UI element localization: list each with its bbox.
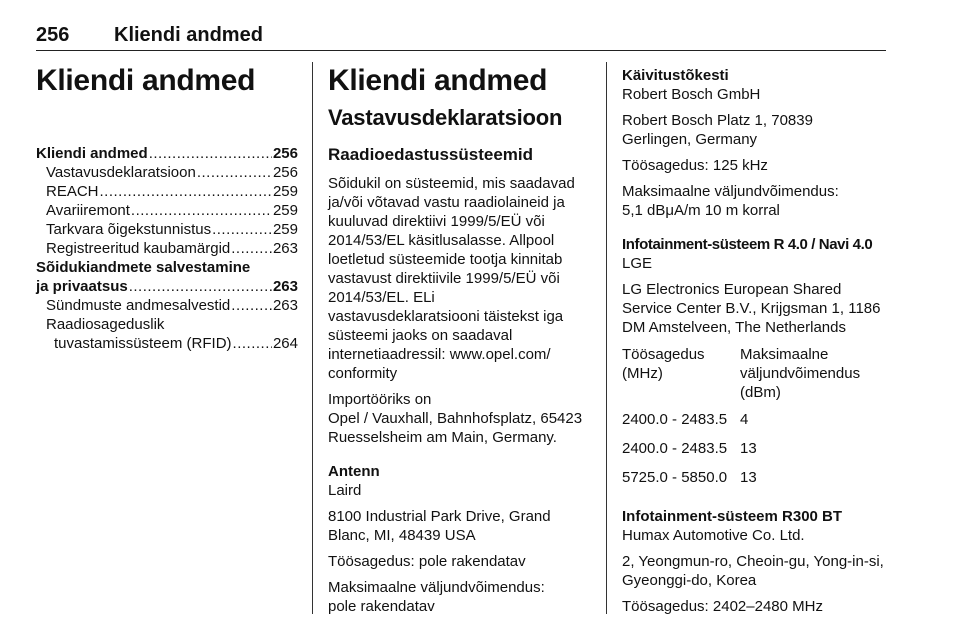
table-row: [622, 439, 884, 458]
infotainment1-address: LG Electronics European Shared Service Center B.V., Krijgsman 1, 1186 DM Amstelveen, The Netherlands: [622, 281, 881, 336]
antenna-maker: Laird: [328, 482, 362, 499]
section-title: Kliendi andmed: [328, 64, 548, 97]
immobilizer-address: Robert Bosch Platz 1, 70839 Gerlingen, Germany: [622, 112, 813, 148]
importer-label: Importööriks on: [328, 391, 432, 408]
table-cell: 5725.0 - 5850.0: [622, 469, 728, 486]
toc-entry[interactable]: Kliendi andmed ..... 256: [36, 144, 298, 163]
table-row: [622, 410, 884, 429]
table-header-row: [622, 345, 884, 402]
infotainment1-title: Infotainment-süsteem R 4.0 / Navi 4.0: [622, 236, 873, 253]
infotainment2-maker: Humax Automotive Co. Ltd.: [622, 527, 805, 544]
frequency-table: [622, 345, 884, 487]
toc-entry[interactable]: tuvastamissüsteem (RFID) ..... 264: [36, 334, 298, 353]
table-cell: 2400.0 - 2483.5: [622, 411, 728, 428]
subsection-title: Vastavusdeklaratsioon: [328, 105, 563, 130]
chapter-title: Kliendi andmed: [36, 64, 256, 97]
toc-entry[interactable]: REACH ..... 259: [36, 182, 298, 201]
table-cell: 2400.0 - 2483.5: [622, 440, 728, 457]
toc-entry[interactable]: Tarkvara õigekstunnistus ..... 259: [36, 220, 298, 239]
table-of-contents: [36, 62, 298, 353]
immobilizer-power-value: 5,1 dBμA/m 10 m korral: [622, 202, 780, 219]
running-title: Kliendi andmed: [114, 24, 263, 46]
toc-entry[interactable]: Vastavusdeklaratsioon ..... 256: [36, 163, 298, 182]
intro-paragraph: Sõidukil on süsteemid, mis saadavad ja/või võtavad vastu raadiolaineid ja kuuluvad direktiivi 1999/5/EÜ või 2014/53/EL käsitlusalasse. Allpool loetletud süsteemide tootja kinnitab vastavust direktiivile 1999/5/EÜ või 2014/53/EL. ELi vastavusdeklaratsiooni täistekst iga süsteemi jaoks on saadaval internetiaadressil: www.opel.com/ conformity: [328, 175, 575, 382]
page-number: 256: [36, 24, 70, 46]
immobilizer-title: Käivitustõkesti: [622, 67, 729, 84]
infotainment2-address: 2, Yeongmun-ro, Cheoin-gu, Yong-in-si, Gyeonggi-do, Korea: [622, 553, 884, 589]
table-cell: 4: [740, 411, 749, 428]
table-header-cell: Maksimaalne väljundvõimendus (dBm): [740, 346, 861, 401]
page-header: [36, 22, 886, 51]
toc-entry[interactable]: ja privaatsus ..... 263: [36, 277, 298, 296]
subsubsection-title: Raadioedastussüsteemid: [328, 145, 534, 164]
antenna-frequency: Töösagedus: pole rakendatav: [328, 553, 526, 570]
infotainment2-frequency: Töösagedus: 2402–2480 MHz: [622, 598, 823, 615]
infotainment2-title: Infotainment-süsteem R300 BT: [622, 508, 843, 525]
table-row: [622, 468, 884, 487]
column-divider: [606, 62, 607, 614]
toc-section-title: Sõidukiandmete salvestamine: [36, 259, 251, 276]
table-cell: 13: [740, 440, 757, 457]
table-header-cell: Töösagedus (MHz): [622, 346, 705, 382]
immobilizer-power-label: Maksimaalne väljundvõimendus:: [622, 183, 839, 200]
antenna-title: Antenn: [328, 463, 380, 480]
toc-entry[interactable]: Registreeritud kaubamärgid ..... 263: [36, 239, 298, 258]
immobilizer-frequency: Töösagedus: 125 kHz: [622, 157, 768, 174]
immobilizer-maker: Robert Bosch GmbH: [622, 86, 761, 103]
toc-entry-line: Raadiosageduslik: [46, 316, 165, 333]
toc-entry[interactable]: Avariiremont ..... 259: [36, 201, 298, 220]
main-column: [328, 62, 590, 616]
column-divider: [312, 62, 313, 614]
table-cell: 13: [740, 469, 757, 486]
antenna-address: 8100 Industrial Park Drive, Grand Blanc, MI, 48439 USA: [328, 508, 551, 544]
right-column: [622, 62, 886, 616]
toc-entry[interactable]: Sündmuste andmesalvestid ..... 263: [36, 296, 298, 315]
importer-address: Opel / Vauxhall, Bahnhofsplatz, 65423 Ruesselsheim am Main, Germany.: [328, 410, 583, 446]
antenna-power-value: pole rakendatav: [328, 598, 435, 615]
infotainment1-maker: LGE: [622, 255, 653, 272]
antenna-power-label: Maksimaalne väljundvõimendus:: [328, 579, 545, 596]
